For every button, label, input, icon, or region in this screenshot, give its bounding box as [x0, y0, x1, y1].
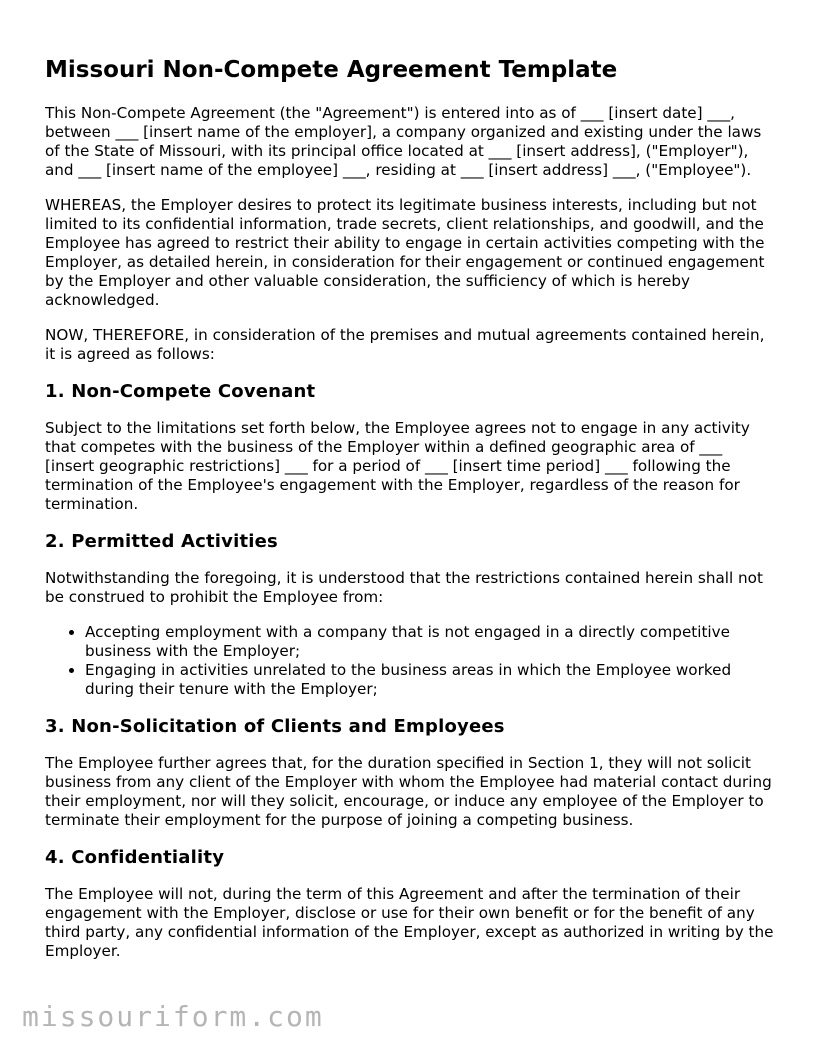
- section-3-heading: 3. Non-Solicitation of Clients and Employees: [45, 716, 505, 737]
- document-page: [45, 54, 775, 977]
- permitted-activities-list: [45, 623, 775, 699]
- section-2-heading: 2. Permitted Activities: [45, 531, 278, 552]
- section-3-body: The Employee further agrees that, for the duration specified in Section 1, they will not solicit business from any client of the Employer with whom the Employee had material contact during their employment, nor will they solicit, encourage, or induce any employee of the Employer to terminate their employment for the purpose of joining a competing business.: [45, 754, 772, 829]
- document-title: Missouri Non-Compete Agreement Template: [45, 57, 618, 83]
- intro-paragraph: This Non-Compete Agreement (the "Agreement") is entered into as of ___ [insert date] ___, between ___ [insert name of the employer], a company organized and existing under the laws of the State of Missouri, with its principal office located at ___ [insert address], ("Employer"), and ___ [insert name of the employee] ___, residing at ___ [insert address] ___, ("Employee").: [45, 104, 762, 179]
- watermark: missouriform.com: [22, 1000, 324, 1033]
- section-4-body: The Employee will not, during the term of this Agreement and after the termination of their engagement with the Employer, disclose or use for their own benefit or for the benefit of any third party, any confidential information of the Employer, except as authorized in writing by the Employer.: [45, 885, 774, 960]
- section-1-body: Subject to the limitations set forth below, the Employee agrees not to engage in any activity that competes with the business of the Employer within a defined geographic area of ___ [insert geographic restrictions] ___ for a period of ___ [insert time period] ___ following the termination of the Employee's engagement with the Employer, regardless of the reason for termination.: [45, 419, 750, 513]
- section-2-body: Notwithstanding the foregoing, it is understood that the restrictions contained herein shall not be construed to prohibit the Employee from:: [45, 569, 763, 606]
- list-item: • Accepting employment with a company that is not engaged in a directly competitive business with the Employer;: [85, 623, 775, 661]
- section-4-heading: 4. Confidentiality: [45, 847, 225, 868]
- list-item: • Engaging in activities unrelated to the business areas in which the Employee worked during their tenure with the Employer;: [85, 661, 775, 699]
- now-therefore-paragraph: NOW, THEREFORE, in consideration of the premises and mutual agreements contained herein, it is agreed as follows:: [45, 326, 765, 363]
- whereas-paragraph: WHEREAS, the Employer desires to protect its legitimate business interests, including but not limited to its confidential information, trade secrets, client relationships, and goodwill, and the Employee has agreed to restrict their ability to engage in certain activities competing with the Employer, as detailed herein, in consideration for their engagement or continued engagement by the Employer and other valuable consideration, the sufficiency of which is hereby acknowledged.: [45, 196, 765, 309]
- section-1-heading: 1. Non-Compete Covenant: [45, 381, 316, 402]
